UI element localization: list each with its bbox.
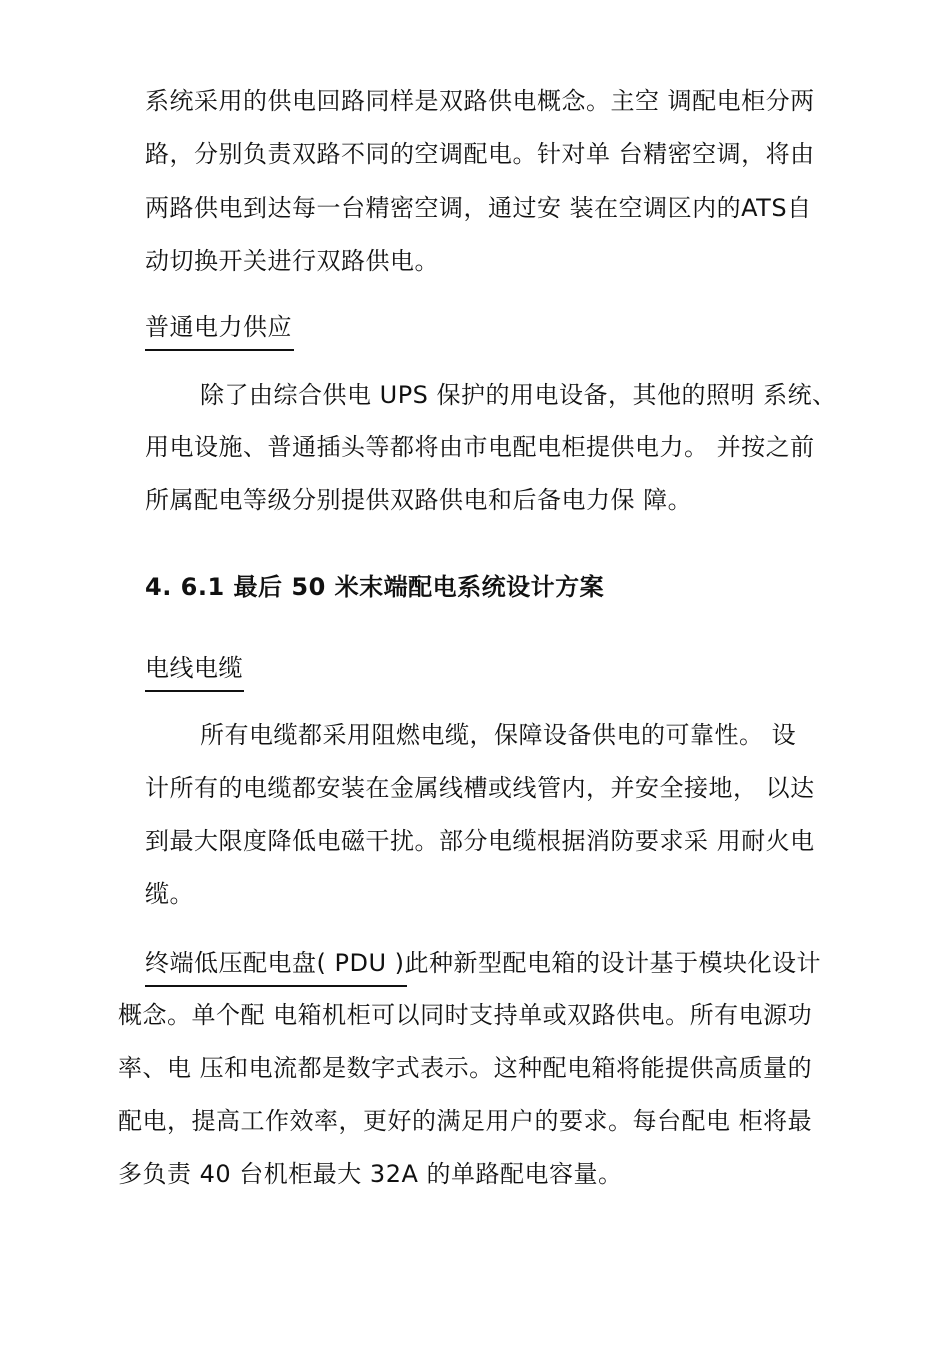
text-line: 到最大限度降低电磁干扰。部分电缆根据消防要求采 用耐火电 — [145, 827, 815, 855]
text-line: 用电设施、普通插头等都将由市电配电柜提供电力。 并按之前 — [145, 433, 815, 461]
subheading-cables: 电线电缆 — [145, 654, 243, 682]
text-line: 路，分别负责双路不同的空调配电。针对单 台精密空调，将由 — [145, 140, 815, 168]
subheading-underline — [145, 690, 244, 692]
text-line: 多负责 40 台机柜最大 32A 的单路配电容量。 — [118, 1160, 623, 1188]
text-line: 配电，提高工作效率，更好的满足用户的要求。每台配电 柜将最 — [118, 1107, 813, 1135]
subheading-general-power: 普通电力供应 — [145, 313, 292, 341]
section-title: 4. 6.1 最后 50 米末端配电系统设计方案 — [145, 573, 605, 601]
text-line: 系统采用的供电回路同样是双路供电概念。主空 调配电柜分两 — [145, 87, 815, 115]
text-line: 除了由综合供电 UPS 保护的用电设备，其他的照明 系统、 — [200, 381, 837, 409]
text-line: 所属配电等级分别提供双路供电和后备电力保 障。 — [145, 486, 693, 514]
text-line: 所有电缆都采用阻燃电缆，保障设备供电的可靠性。 设 — [200, 721, 797, 749]
text-line: 终端低压配电盘( PDU )此种新型配电箱的设计基于模块化设计 — [145, 949, 822, 977]
text-line: 缆。 — [145, 880, 194, 908]
text-line: 率、电 压和电流都是数字式表示。这种配电箱将能提供高质量的 — [118, 1054, 813, 1082]
text-line: 概念。单个配 电箱机柜可以同时支持单或双路供电。所有电源功 — [118, 1001, 813, 1029]
text-line: 计所有的电缆都安装在金属线槽或线管内，并安全接地， 以达 — [145, 774, 815, 802]
pdu-underline — [145, 985, 407, 987]
text-line: 两路供电到达每一台精密空调，通过安 装在空调区内的ATS自 — [145, 194, 812, 222]
text-line: 动切换开关进行双路供电。 — [145, 247, 439, 275]
subheading-underline — [145, 349, 294, 351]
